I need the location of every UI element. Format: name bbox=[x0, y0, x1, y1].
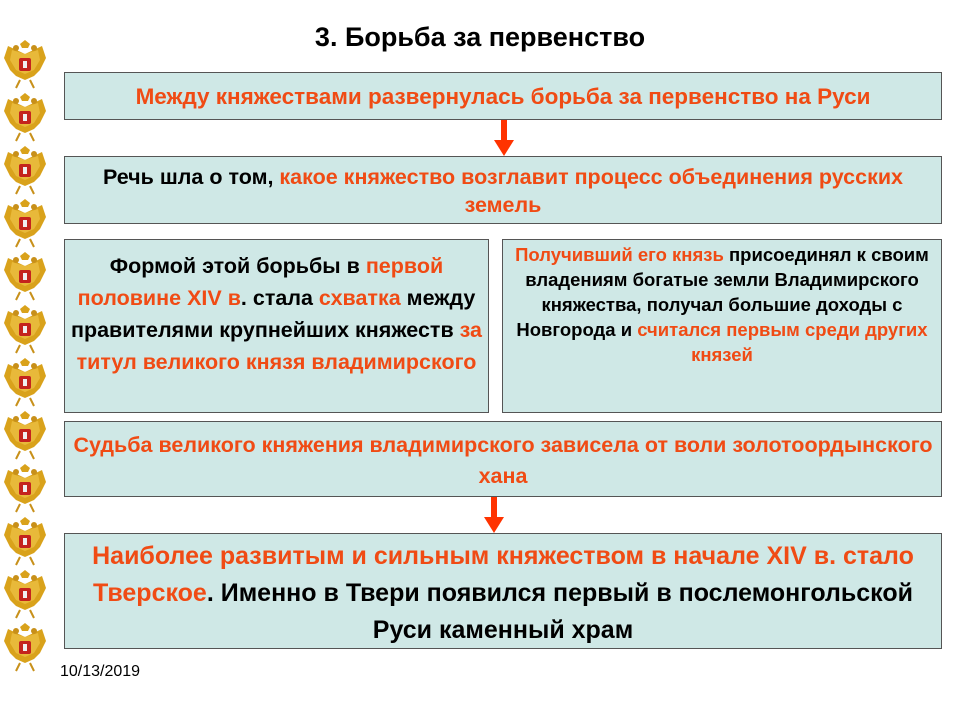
slide-date: 10/13/2019 bbox=[60, 663, 141, 680]
box-leading-principality bbox=[64, 156, 942, 224]
form-text-1: Формой этой борьбы в bbox=[109, 254, 366, 278]
emblem-column bbox=[0, 40, 52, 680]
box-tver bbox=[64, 533, 942, 649]
arrow-down-icon bbox=[494, 120, 514, 156]
horde-text: Судьба великого княжения владимирского зависела от воли золотоордынского хана bbox=[73, 433, 933, 488]
box-title-holder bbox=[502, 239, 942, 413]
double-headed-eagle-emblem-icon bbox=[2, 570, 48, 620]
tver-text-2: . Именно в Твери появился первый в послемонгольской Руси каменный храм bbox=[206, 579, 913, 644]
box-form-of-struggle bbox=[64, 239, 489, 413]
double-headed-eagle-emblem-icon bbox=[2, 464, 48, 514]
double-headed-eagle-emblem-icon bbox=[2, 517, 48, 567]
form-text-3: . стала bbox=[240, 286, 319, 310]
tver-text-1: Наиболее развитым и сильным княжеством в начале XIV в. стало Тверское bbox=[92, 542, 914, 607]
slide-title: 3. Борьба за первенство bbox=[314, 22, 646, 52]
holder-text-1: Получивший его князь bbox=[515, 244, 724, 265]
box-horde-khan bbox=[64, 421, 942, 497]
form-text-2: первой половине XIV в bbox=[77, 254, 444, 310]
box-leading-text-black: Речь шла о том, bbox=[102, 165, 280, 189]
double-headed-eagle-emblem-icon bbox=[2, 411, 48, 461]
holder-text-3: считался первым среди других князей bbox=[637, 319, 928, 365]
double-headed-eagle-emblem-icon bbox=[2, 93, 48, 143]
form-text-5: между правителями крупнейших княжеств bbox=[70, 286, 476, 342]
double-headed-eagle-emblem-icon bbox=[2, 146, 48, 196]
double-headed-eagle-emblem-icon bbox=[2, 199, 48, 249]
form-text-4: схватка bbox=[318, 286, 401, 310]
holder-text-2: присоединял к своим владениям богатые земли Владимирского княжества, получал большие доходы с Новгорода и bbox=[516, 244, 929, 340]
double-headed-eagle-emblem-icon bbox=[2, 358, 48, 408]
box-struggle-primacy bbox=[64, 72, 942, 120]
double-headed-eagle-emblem-icon bbox=[2, 623, 48, 673]
double-headed-eagle-emblem-icon bbox=[2, 305, 48, 355]
box-leading-text-red: какое княжество возглавит процесс объединения русских земель bbox=[279, 165, 904, 217]
box-struggle-text: Между княжествами развернулась борьба за первенство на Руси bbox=[135, 84, 871, 109]
double-headed-eagle-emblem-icon bbox=[2, 252, 48, 302]
arrow-down-icon bbox=[484, 497, 504, 533]
form-text-6: за титул великого князя владимирского bbox=[76, 318, 483, 374]
